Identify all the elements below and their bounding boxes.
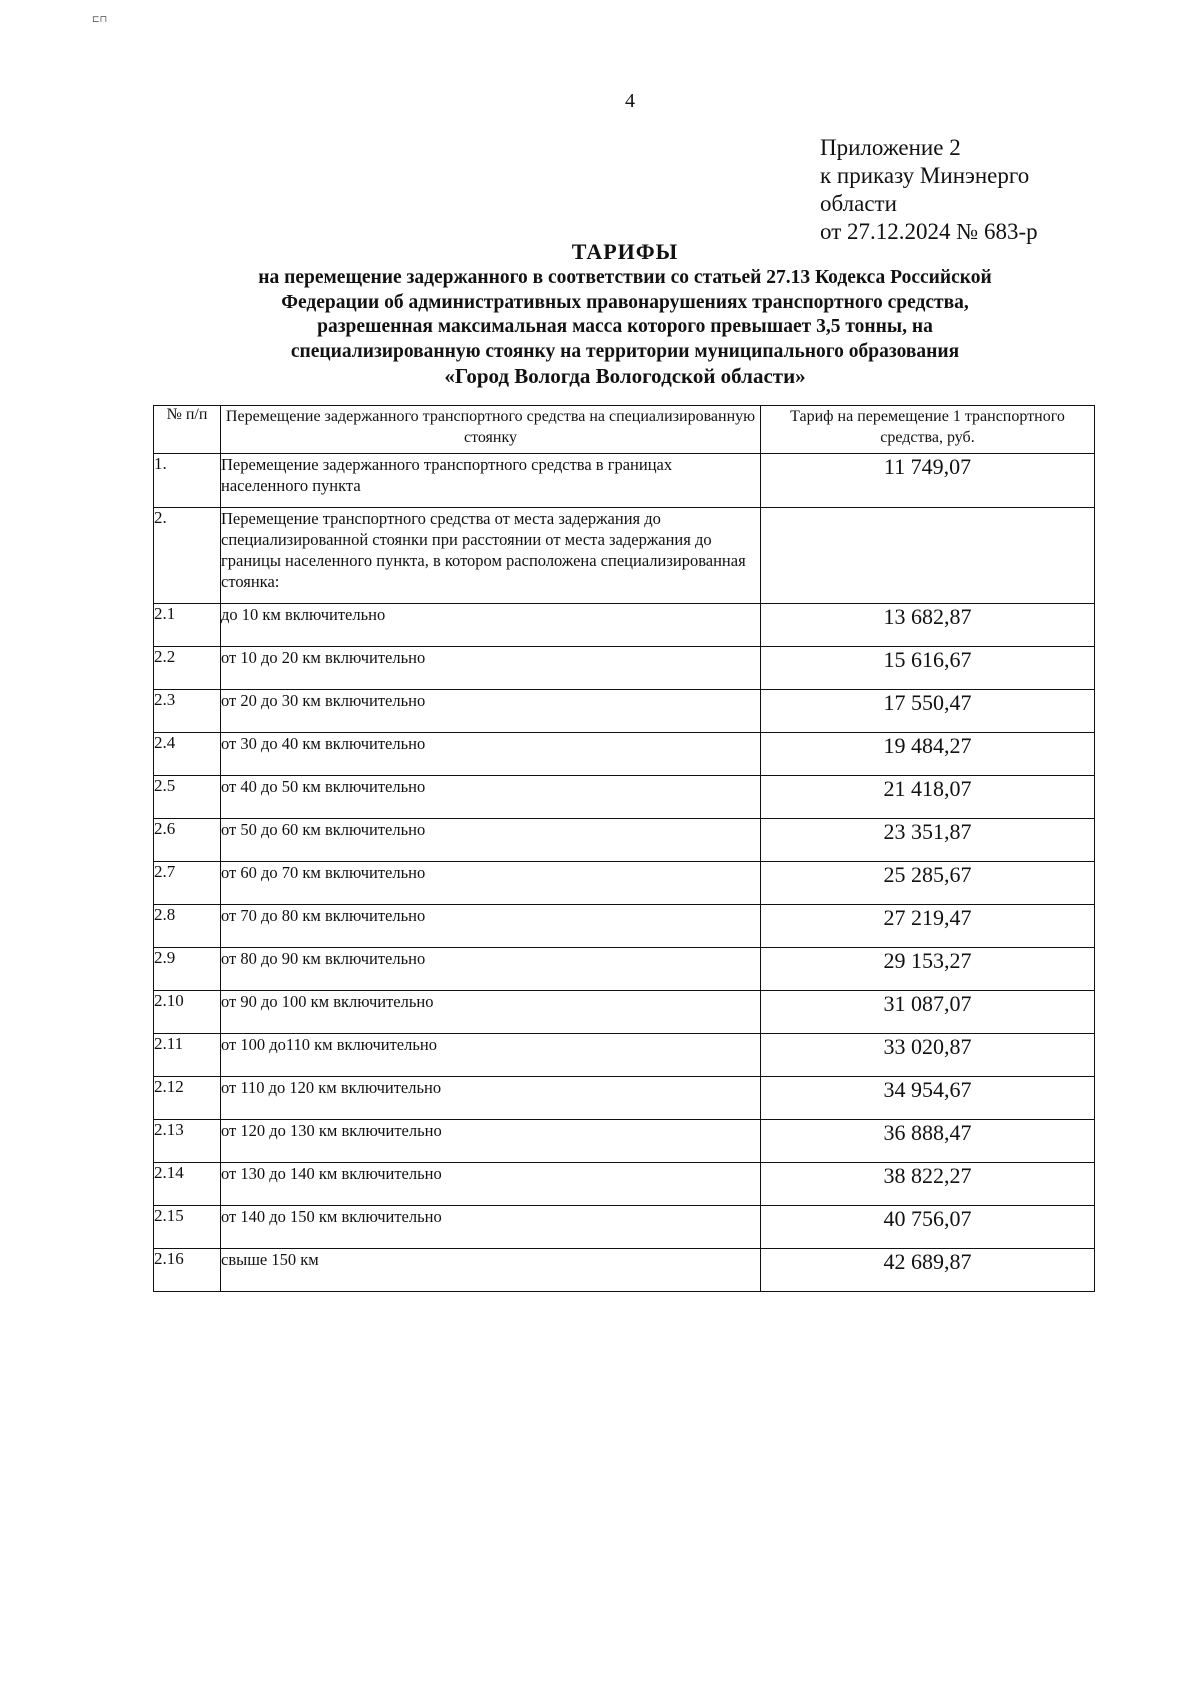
row-description: от 50 до 60 км включительно (221, 819, 761, 862)
appendix-line: области (820, 191, 897, 216)
row-tariff: 29 153,27 (761, 948, 1095, 991)
row-tariff: 15 616,67 (761, 647, 1095, 690)
row-number: 2. (154, 508, 221, 604)
document-title: ТАРИФЫ (571, 239, 679, 264)
row-description: до 10 км включительно (221, 604, 761, 647)
row-number: 2.12 (154, 1077, 221, 1120)
row-number: 2.10 (154, 991, 221, 1034)
table-row (154, 1077, 1095, 1120)
appendix-line: к приказу Минэнерго (820, 163, 1030, 188)
row-tariff: 21 418,07 (761, 776, 1095, 819)
row-tariff: 34 954,67 (761, 1077, 1095, 1120)
row-tariff: 17 550,47 (761, 690, 1095, 733)
table-row (154, 776, 1095, 819)
row-number: 2.16 (154, 1249, 221, 1292)
header-tariff: Тариф на перемещение 1 транспортного средства, руб. (761, 406, 1095, 454)
row-description: от 130 до 140 км включительно (221, 1163, 761, 1206)
row-description: от 140 до 150 км включительно (221, 1206, 761, 1249)
row-number: 2.1 (154, 604, 221, 647)
row-tariff: 42 689,87 (761, 1249, 1095, 1292)
row-number: 2.3 (154, 690, 221, 733)
document-subtitle-line: «Город Вологда Вологодской области» (444, 364, 806, 388)
row-number: 2.9 (154, 948, 221, 991)
row-description: от 110 до 120 км включительно (221, 1077, 761, 1120)
row-number: 2.7 (154, 862, 221, 905)
row-description: от 60 до 70 км включительно (221, 862, 761, 905)
row-description: от 70 до 80 км включительно (221, 905, 761, 948)
row-tariff: 13 682,87 (761, 604, 1095, 647)
row-description: от 100 до110 км включительно (221, 1034, 761, 1077)
table-row (154, 454, 1095, 508)
row-number: 2.8 (154, 905, 221, 948)
row-number: 2.13 (154, 1120, 221, 1163)
row-description: Перемещение задержанного транспортного средства в границах населенного пункта (221, 454, 761, 508)
appendix-note (820, 134, 1038, 246)
row-tariff: 23 351,87 (761, 819, 1095, 862)
row-number: 2.2 (154, 647, 221, 690)
table-row (154, 508, 1095, 604)
table-body (154, 454, 1095, 1292)
table-row (154, 690, 1095, 733)
table-row (154, 1249, 1095, 1292)
document-heading (150, 238, 1100, 389)
table-row (154, 1120, 1095, 1163)
row-description: от 10 до 20 км включительно (221, 647, 761, 690)
row-number: 2.4 (154, 733, 221, 776)
row-number: 2.15 (154, 1206, 221, 1249)
row-tariff: 36 888,47 (761, 1120, 1095, 1163)
document-subtitle-line: на перемещение задержанного в соответствии со статьей 27.13 Кодекса Российской (258, 267, 992, 288)
table-row (154, 819, 1095, 862)
table-row (154, 733, 1095, 776)
header-number: № п/п (154, 406, 221, 454)
document-subtitle-line: специализированную стоянку на территории муниципального образования (290, 340, 960, 362)
table-row (154, 604, 1095, 647)
row-tariff: 19 484,27 (761, 733, 1095, 776)
row-tariff: 25 285,67 (761, 862, 1095, 905)
table-row (154, 647, 1095, 690)
row-description: от 80 до 90 км включительно (221, 948, 761, 991)
table-row (154, 1163, 1095, 1206)
tariffs-table (153, 405, 1095, 1292)
row-description: от 40 до 50 км включительно (221, 776, 761, 819)
row-description: от 30 до 40 км включительно (221, 733, 761, 776)
row-tariff: 27 219,47 (761, 905, 1095, 948)
table-row (154, 991, 1095, 1034)
table-header-row (154, 406, 1095, 454)
row-number: 1. (154, 454, 221, 508)
row-description: от 90 до 100 км включительно (221, 991, 761, 1034)
table-row (154, 1034, 1095, 1077)
row-description: Перемещение транспортного средства от места задержания до специализированной стоянки при расстоянии от места задержания до границы населенного пункта, в котором расположена специализированная стоянка: (221, 508, 761, 604)
table-row (154, 1206, 1095, 1249)
row-number: 2.14 (154, 1163, 221, 1206)
table-row (154, 948, 1095, 991)
appendix-line: Приложение 2 (820, 135, 961, 160)
row-number: 2.11 (154, 1034, 221, 1077)
corner-mark: ⊏⊓ (92, 14, 108, 24)
document-subtitle-line: разрешенная максимальная масса которого превышает 3,5 тонны, на (317, 316, 933, 337)
row-number: 2.6 (154, 819, 221, 862)
row-number: 2.5 (154, 776, 221, 819)
header-description: Перемещение задержанного транспортного средства на специализированную стоянку (221, 406, 761, 454)
row-tariff (761, 508, 1095, 604)
row-description: от 20 до 30 км включительно (221, 690, 761, 733)
table-row (154, 862, 1095, 905)
row-tariff: 33 020,87 (761, 1034, 1095, 1077)
document-subtitle-line: Федерации об административных правонарушениях транспортного средства, (281, 291, 969, 313)
page-number: 4 (625, 90, 635, 112)
row-description: свыше 150 км (221, 1249, 761, 1292)
table-row (154, 905, 1095, 948)
row-tariff: 11 749,07 (761, 454, 1095, 508)
row-tariff: 40 756,07 (761, 1206, 1095, 1249)
row-tariff: 38 822,27 (761, 1163, 1095, 1206)
row-description: от 120 до 130 км включительно (221, 1120, 761, 1163)
row-tariff: 31 087,07 (761, 991, 1095, 1034)
appendix-line: от 27.12.2024 № 683-р (820, 219, 1038, 244)
